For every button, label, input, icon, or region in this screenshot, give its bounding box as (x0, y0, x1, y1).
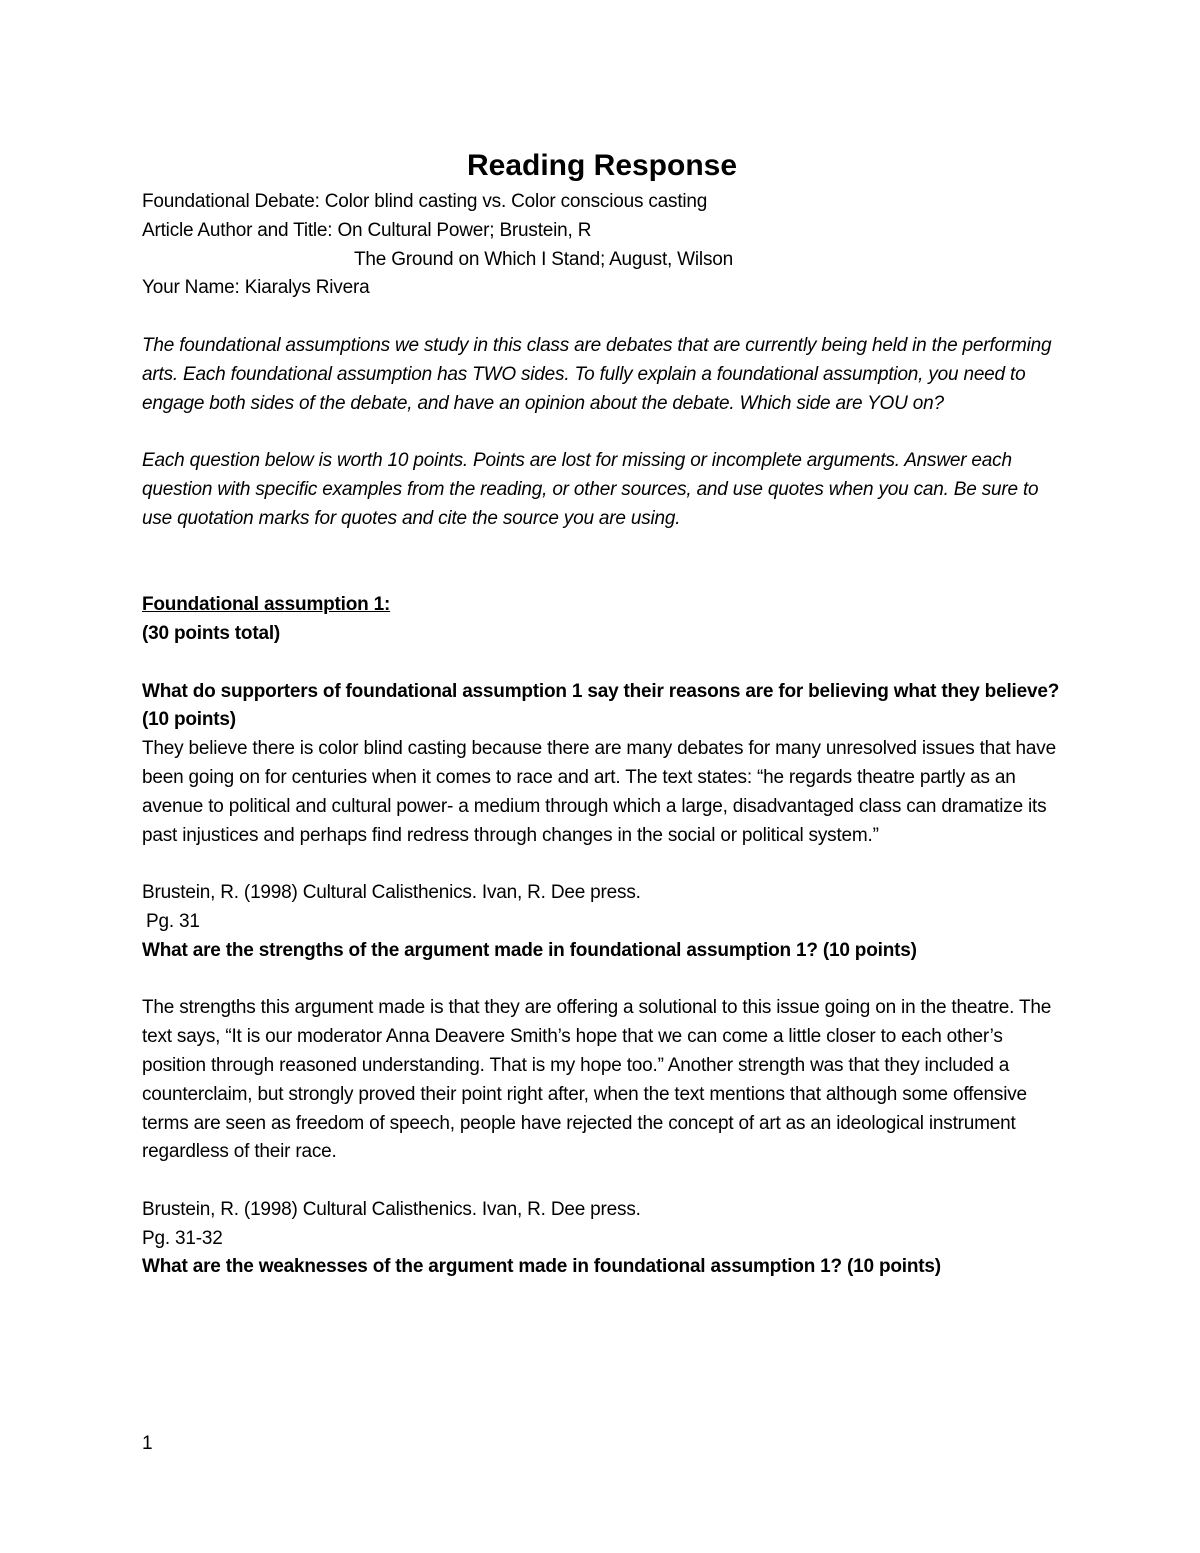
document-title: Reading Response (466, 149, 738, 182)
instructions-paragraph-2: Each question below is worth 10 points. Points are lost for missing or incomplete arguments. Answer each question with specific examples from the reading, or other sources, and use quotes when you can. Be sure to use quotation marks for quotes and cite the source you are using. (142, 450, 1039, 529)
spacer (142, 649, 1062, 678)
author-title-line-2: The Ground on Which I Stand; August, Wilson (354, 248, 733, 270)
spacer (142, 534, 1062, 592)
answer-2: The strengths this argument made is that they are offering a solutional to this issue going on in the theatre. The text says, “It is our moderator Anna Deavere Smith’s hope that we can come a little closer to each other’s position through reasoned understanding. That is my hope too.” Another strength was that they included a counterclaim, but strongly proved their point right after, when the text mentions that although some offensive terms are seen as freedom of speech, people have rejected the concept of art as an ideological instrument regardless of their race. (142, 997, 1052, 1163)
citation-1: Brustein, R. (1998) Cultural Calisthenics. Ivan, R. Dee press. (142, 882, 641, 904)
citation-1-page: Pg. 31 (146, 910, 200, 932)
citation-2-page: Pg. 31-32 (142, 1227, 223, 1249)
question-1: What do supporters of foundational assumption 1 say their reasons are for believing what they believe? (10 points) (142, 680, 1060, 731)
spacer (142, 850, 1062, 879)
your-name-line: Your Name: Kiaralys Rivera (142, 277, 370, 299)
page-number: 1 (142, 1433, 153, 1454)
spacer (142, 303, 1062, 332)
answer-1: They believe there is color blind casting because there are many debates for many unresolved issues that have been going on for centuries when it comes to race and art. The text states: “he regards theatre partly as an avenue to political and cultural power- a medium through which a large, disadvantaged class can dramatize its past injustices and perhaps find redress through changes in the social or political system.” (142, 738, 1056, 846)
author-title-line: Article Author and Title: On Cultural Power; Brustein, R (142, 219, 592, 241)
document-body (142, 146, 1062, 1282)
instructions-paragraph-1: The foundational assumptions we study in this class are debates that are currently being held in the performing arts. Each foundational assumption has TWO sides. To fully explain a foundational assumption, you need to engage both sides of the debate, and have an opinion about the debate. Which side are YOU on? (142, 334, 1052, 414)
question-3: What are the weaknesses of the argument made in foundational assumption 1? (10 points) (142, 1256, 941, 1278)
debate-line: Foundational Debate: Color blind casting vs. Color conscious casting (142, 191, 708, 212)
spacer (142, 966, 1062, 995)
spacer (142, 418, 1062, 447)
spacer (142, 1167, 1062, 1196)
section-heading: Foundational assumption 1: (142, 594, 391, 616)
citation-2: Brustein, R. (1998) Cultural Calisthenics. Ivan, R. Dee press. (142, 1198, 641, 1220)
section-points-total: (30 points total) (142, 622, 281, 644)
question-2: What are the strengths of the argument made in foundational assumption 1? (10 points) (142, 939, 917, 961)
